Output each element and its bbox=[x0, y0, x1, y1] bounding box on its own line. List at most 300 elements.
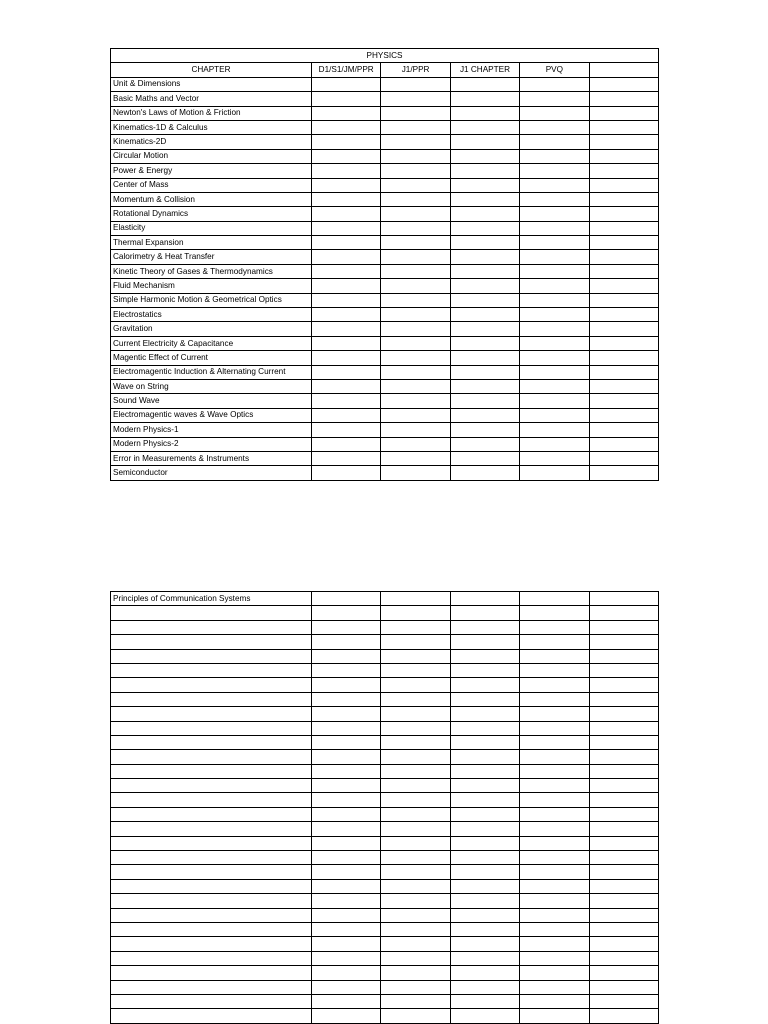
empty-cell bbox=[450, 192, 519, 206]
chapter-cell bbox=[111, 908, 312, 922]
empty-cell bbox=[589, 980, 658, 994]
table-row bbox=[111, 178, 659, 192]
empty-cell bbox=[381, 279, 450, 293]
empty-cell bbox=[381, 192, 450, 206]
empty-cell bbox=[589, 351, 658, 365]
table-row bbox=[111, 980, 659, 994]
empty-cell bbox=[450, 807, 519, 821]
chapter-cell bbox=[111, 994, 312, 1008]
empty-cell bbox=[381, 466, 450, 480]
empty-cell bbox=[520, 451, 589, 465]
empty-cell bbox=[589, 822, 658, 836]
chapter-cell bbox=[111, 836, 312, 850]
table-row bbox=[111, 293, 659, 307]
table-row bbox=[111, 120, 659, 134]
empty-cell bbox=[312, 279, 381, 293]
empty-cell bbox=[312, 994, 381, 1008]
empty-cell bbox=[589, 966, 658, 980]
empty-cell bbox=[450, 922, 519, 936]
empty-cell bbox=[520, 678, 589, 692]
empty-cell bbox=[450, 894, 519, 908]
chapter-cell: Momentum & Collision bbox=[111, 192, 312, 206]
empty-cell bbox=[589, 937, 658, 951]
empty-cell bbox=[381, 308, 450, 322]
empty-cell bbox=[312, 879, 381, 893]
table-row bbox=[111, 221, 659, 235]
empty-cell bbox=[589, 721, 658, 735]
chapter-cell: Wave on String bbox=[111, 379, 312, 393]
empty-cell bbox=[450, 735, 519, 749]
empty-cell bbox=[312, 620, 381, 634]
empty-cell bbox=[520, 178, 589, 192]
table-row bbox=[111, 606, 659, 620]
empty-cell bbox=[589, 149, 658, 163]
empty-cell bbox=[312, 264, 381, 278]
empty-cell bbox=[450, 250, 519, 264]
chapter-cell: Principles of Communication Systems bbox=[111, 592, 312, 606]
empty-cell bbox=[520, 980, 589, 994]
empty-cell bbox=[450, 279, 519, 293]
empty-cell bbox=[381, 408, 450, 422]
empty-cell bbox=[312, 764, 381, 778]
empty-cell bbox=[312, 164, 381, 178]
empty-cell bbox=[589, 308, 658, 322]
chapter-cell bbox=[111, 937, 312, 951]
chapter-cell: Kinematics-2D bbox=[111, 135, 312, 149]
table-row bbox=[111, 149, 659, 163]
chapter-cell: Basic Maths and Vector bbox=[111, 92, 312, 106]
empty-cell bbox=[450, 164, 519, 178]
empty-cell bbox=[589, 635, 658, 649]
empty-cell bbox=[312, 178, 381, 192]
empty-cell bbox=[312, 937, 381, 951]
empty-cell bbox=[381, 836, 450, 850]
empty-cell bbox=[520, 92, 589, 106]
table-row bbox=[111, 793, 659, 807]
empty-cell bbox=[312, 322, 381, 336]
empty-cell bbox=[450, 293, 519, 307]
empty-cell bbox=[589, 908, 658, 922]
table-row bbox=[111, 322, 659, 336]
empty-cell bbox=[381, 937, 450, 951]
table-row bbox=[111, 678, 659, 692]
empty-cell bbox=[450, 408, 519, 422]
empty-cell bbox=[589, 764, 658, 778]
empty-cell bbox=[381, 351, 450, 365]
table-row bbox=[111, 279, 659, 293]
empty-cell bbox=[381, 250, 450, 264]
table-row bbox=[111, 663, 659, 677]
empty-cell bbox=[450, 865, 519, 879]
empty-cell bbox=[589, 178, 658, 192]
empty-cell bbox=[450, 437, 519, 451]
table-row bbox=[111, 620, 659, 634]
empty-cell bbox=[589, 649, 658, 663]
empty-cell bbox=[450, 620, 519, 634]
table-row bbox=[111, 207, 659, 221]
empty-cell bbox=[589, 250, 658, 264]
table-row bbox=[111, 937, 659, 951]
chapter-cell bbox=[111, 951, 312, 965]
empty-cell bbox=[312, 365, 381, 379]
empty-cell bbox=[589, 192, 658, 206]
empty-cell bbox=[450, 707, 519, 721]
empty-cell bbox=[520, 192, 589, 206]
empty-cell bbox=[450, 149, 519, 163]
empty-cell bbox=[450, 423, 519, 437]
empty-cell bbox=[381, 264, 450, 278]
empty-cell bbox=[520, 721, 589, 735]
empty-cell bbox=[589, 106, 658, 120]
chapter-cell bbox=[111, 865, 312, 879]
empty-cell bbox=[381, 592, 450, 606]
empty-cell bbox=[589, 1009, 658, 1023]
empty-cell bbox=[450, 221, 519, 235]
chapter-cell bbox=[111, 735, 312, 749]
empty-cell bbox=[520, 707, 589, 721]
table-row bbox=[111, 908, 659, 922]
chapter-cell: Electrostatics bbox=[111, 308, 312, 322]
empty-cell bbox=[520, 592, 589, 606]
empty-cell bbox=[312, 980, 381, 994]
empty-cell bbox=[520, 635, 589, 649]
chapter-cell: Electromagentic Induction & Alternating Current bbox=[111, 365, 312, 379]
empty-cell bbox=[450, 822, 519, 836]
empty-cell bbox=[589, 779, 658, 793]
header-chapter: CHAPTER bbox=[111, 63, 312, 77]
empty-cell bbox=[520, 692, 589, 706]
chapter-cell bbox=[111, 879, 312, 893]
chapter-cell bbox=[111, 793, 312, 807]
chapter-cell bbox=[111, 922, 312, 936]
empty-cell bbox=[520, 408, 589, 422]
empty-cell bbox=[520, 423, 589, 437]
chapter-cell bbox=[111, 635, 312, 649]
empty-cell bbox=[520, 293, 589, 307]
header-j1-chapter: J1 CHAPTER bbox=[450, 63, 519, 77]
empty-cell bbox=[312, 437, 381, 451]
empty-cell bbox=[589, 365, 658, 379]
extra-chapters-table bbox=[110, 591, 659, 1024]
empty-cell bbox=[312, 735, 381, 749]
chapter-cell: Unit & Dimensions bbox=[111, 77, 312, 91]
empty-cell bbox=[520, 466, 589, 480]
empty-cell bbox=[589, 236, 658, 250]
empty-cell bbox=[450, 120, 519, 134]
empty-cell bbox=[312, 207, 381, 221]
chapter-cell bbox=[111, 779, 312, 793]
chapter-cell: Semiconductor bbox=[111, 466, 312, 480]
empty-cell bbox=[520, 735, 589, 749]
chapter-cell: Elasticity bbox=[111, 221, 312, 235]
empty-cell bbox=[381, 451, 450, 465]
empty-cell bbox=[312, 692, 381, 706]
table-row bbox=[111, 865, 659, 879]
chapter-cell: Error in Measurements & Instruments bbox=[111, 451, 312, 465]
table-row bbox=[111, 592, 659, 606]
empty-cell bbox=[312, 635, 381, 649]
empty-cell bbox=[520, 336, 589, 350]
empty-cell bbox=[520, 750, 589, 764]
empty-cell bbox=[520, 822, 589, 836]
table-row bbox=[111, 807, 659, 821]
empty-cell bbox=[381, 707, 450, 721]
empty-cell bbox=[312, 750, 381, 764]
chapter-cell bbox=[111, 851, 312, 865]
table-row bbox=[111, 192, 659, 206]
empty-cell bbox=[381, 793, 450, 807]
empty-cell bbox=[381, 980, 450, 994]
empty-cell bbox=[589, 879, 658, 893]
empty-cell bbox=[589, 807, 658, 821]
empty-cell bbox=[520, 836, 589, 850]
table-row bbox=[111, 437, 659, 451]
empty-cell bbox=[381, 1009, 450, 1023]
empty-cell bbox=[589, 221, 658, 235]
empty-cell bbox=[312, 423, 381, 437]
empty-cell bbox=[312, 836, 381, 850]
empty-cell bbox=[381, 221, 450, 235]
chapter-cell bbox=[111, 966, 312, 980]
table-row bbox=[111, 423, 659, 437]
empty-cell bbox=[381, 894, 450, 908]
empty-cell bbox=[381, 178, 450, 192]
chapter-cell bbox=[111, 663, 312, 677]
empty-cell bbox=[589, 663, 658, 677]
empty-cell bbox=[312, 250, 381, 264]
empty-cell bbox=[381, 735, 450, 749]
table-row bbox=[111, 879, 659, 893]
empty-cell bbox=[450, 721, 519, 735]
empty-cell bbox=[520, 322, 589, 336]
empty-cell bbox=[589, 750, 658, 764]
empty-cell bbox=[520, 279, 589, 293]
empty-cell bbox=[450, 365, 519, 379]
chapter-cell bbox=[111, 649, 312, 663]
empty-cell bbox=[589, 922, 658, 936]
empty-cell bbox=[312, 865, 381, 879]
empty-cell bbox=[312, 236, 381, 250]
empty-cell bbox=[381, 92, 450, 106]
table-row bbox=[111, 264, 659, 278]
table-row bbox=[111, 735, 659, 749]
empty-cell bbox=[589, 264, 658, 278]
empty-cell bbox=[312, 120, 381, 134]
empty-cell bbox=[450, 851, 519, 865]
empty-cell bbox=[312, 851, 381, 865]
empty-cell bbox=[450, 663, 519, 677]
table-title: PHYSICS bbox=[111, 49, 659, 63]
empty-cell bbox=[450, 951, 519, 965]
empty-cell bbox=[589, 851, 658, 865]
chapter-cell: Center of Mass bbox=[111, 178, 312, 192]
chapter-cell: Magentic Effect of Current bbox=[111, 351, 312, 365]
empty-cell bbox=[381, 394, 450, 408]
empty-cell bbox=[520, 764, 589, 778]
chapter-cell bbox=[111, 980, 312, 994]
empty-cell bbox=[520, 937, 589, 951]
empty-cell bbox=[450, 264, 519, 278]
empty-cell bbox=[312, 466, 381, 480]
table-row bbox=[111, 394, 659, 408]
empty-cell bbox=[450, 379, 519, 393]
empty-cell bbox=[589, 437, 658, 451]
empty-cell bbox=[312, 394, 381, 408]
empty-cell bbox=[520, 908, 589, 922]
table-row bbox=[111, 250, 659, 264]
empty-cell bbox=[589, 135, 658, 149]
table-row bbox=[111, 922, 659, 936]
chapter-cell bbox=[111, 764, 312, 778]
empty-cell bbox=[450, 606, 519, 620]
empty-cell bbox=[312, 379, 381, 393]
empty-cell bbox=[450, 793, 519, 807]
empty-cell bbox=[450, 750, 519, 764]
table-row bbox=[111, 822, 659, 836]
empty-cell bbox=[381, 606, 450, 620]
empty-cell bbox=[450, 836, 519, 850]
empty-cell bbox=[381, 951, 450, 965]
empty-cell bbox=[450, 207, 519, 221]
table-row bbox=[111, 707, 659, 721]
table-row bbox=[111, 466, 659, 480]
table-row bbox=[111, 106, 659, 120]
empty-cell bbox=[450, 779, 519, 793]
empty-cell bbox=[450, 980, 519, 994]
empty-cell bbox=[520, 894, 589, 908]
empty-cell bbox=[520, 793, 589, 807]
empty-cell bbox=[312, 336, 381, 350]
empty-cell bbox=[312, 779, 381, 793]
empty-cell bbox=[381, 236, 450, 250]
empty-cell bbox=[450, 678, 519, 692]
empty-cell bbox=[450, 908, 519, 922]
chapter-cell: Gravitation bbox=[111, 322, 312, 336]
empty-cell bbox=[312, 966, 381, 980]
header-d1-s1-jm-ppr: D1/S1/JM/PPR bbox=[312, 63, 381, 77]
empty-cell bbox=[589, 620, 658, 634]
empty-cell bbox=[381, 649, 450, 663]
empty-cell bbox=[381, 807, 450, 821]
chapter-cell: Kinematics-1D & Calculus bbox=[111, 120, 312, 134]
empty-cell bbox=[450, 135, 519, 149]
empty-cell bbox=[312, 922, 381, 936]
empty-cell bbox=[520, 77, 589, 91]
table-row bbox=[111, 692, 659, 706]
empty-cell bbox=[520, 649, 589, 663]
table-row bbox=[111, 92, 659, 106]
table-row bbox=[111, 966, 659, 980]
empty-cell bbox=[381, 692, 450, 706]
empty-cell bbox=[589, 379, 658, 393]
empty-cell bbox=[381, 865, 450, 879]
empty-cell bbox=[312, 351, 381, 365]
table-row bbox=[111, 77, 659, 91]
empty-cell bbox=[589, 692, 658, 706]
empty-cell bbox=[520, 807, 589, 821]
physics-table bbox=[110, 48, 659, 481]
table-row bbox=[111, 1009, 659, 1023]
table-row bbox=[111, 164, 659, 178]
table-row bbox=[111, 408, 659, 422]
empty-cell bbox=[520, 879, 589, 893]
empty-cell bbox=[381, 207, 450, 221]
chapter-cell: Circular Motion bbox=[111, 149, 312, 163]
empty-cell bbox=[381, 620, 450, 634]
table-row bbox=[111, 135, 659, 149]
empty-cell bbox=[520, 620, 589, 634]
empty-cell bbox=[312, 149, 381, 163]
empty-cell bbox=[312, 678, 381, 692]
chapter-cell bbox=[111, 894, 312, 908]
empty-cell bbox=[520, 164, 589, 178]
empty-cell bbox=[381, 106, 450, 120]
empty-cell bbox=[381, 994, 450, 1008]
empty-cell bbox=[381, 135, 450, 149]
empty-cell bbox=[589, 77, 658, 91]
empty-cell bbox=[312, 221, 381, 235]
empty-cell bbox=[381, 908, 450, 922]
empty-cell bbox=[520, 351, 589, 365]
empty-cell bbox=[450, 92, 519, 106]
empty-cell bbox=[381, 293, 450, 307]
table-row bbox=[111, 236, 659, 250]
empty-cell bbox=[520, 120, 589, 134]
chapter-cell bbox=[111, 807, 312, 821]
empty-cell bbox=[589, 120, 658, 134]
empty-cell bbox=[381, 764, 450, 778]
empty-cell bbox=[450, 322, 519, 336]
empty-cell bbox=[450, 77, 519, 91]
empty-cell bbox=[381, 423, 450, 437]
empty-cell bbox=[381, 379, 450, 393]
chapter-cell: Thermal Expansion bbox=[111, 236, 312, 250]
empty-cell bbox=[381, 120, 450, 134]
empty-cell bbox=[312, 192, 381, 206]
empty-cell bbox=[450, 308, 519, 322]
empty-cell bbox=[312, 106, 381, 120]
empty-cell bbox=[312, 951, 381, 965]
empty-cell bbox=[312, 606, 381, 620]
empty-cell bbox=[450, 466, 519, 480]
empty-cell bbox=[520, 951, 589, 965]
empty-cell bbox=[520, 236, 589, 250]
empty-cell bbox=[589, 793, 658, 807]
empty-cell bbox=[381, 678, 450, 692]
table-row bbox=[111, 351, 659, 365]
empty-cell bbox=[312, 1009, 381, 1023]
empty-cell bbox=[312, 807, 381, 821]
empty-cell bbox=[520, 779, 589, 793]
empty-cell bbox=[381, 879, 450, 893]
empty-cell bbox=[520, 250, 589, 264]
table-row bbox=[111, 994, 659, 1008]
chapter-cell: Modern Physics-1 bbox=[111, 423, 312, 437]
empty-cell bbox=[450, 1009, 519, 1023]
empty-cell bbox=[450, 592, 519, 606]
empty-cell bbox=[450, 394, 519, 408]
empty-cell bbox=[520, 1009, 589, 1023]
empty-cell bbox=[381, 822, 450, 836]
chapter-cell: Fluid Mechanism bbox=[111, 279, 312, 293]
empty-cell bbox=[312, 408, 381, 422]
empty-cell bbox=[312, 707, 381, 721]
chapter-cell: Sound Wave bbox=[111, 394, 312, 408]
table-row bbox=[111, 764, 659, 778]
empty-cell bbox=[589, 394, 658, 408]
chapter-cell: Power & Energy bbox=[111, 164, 312, 178]
empty-cell bbox=[312, 293, 381, 307]
